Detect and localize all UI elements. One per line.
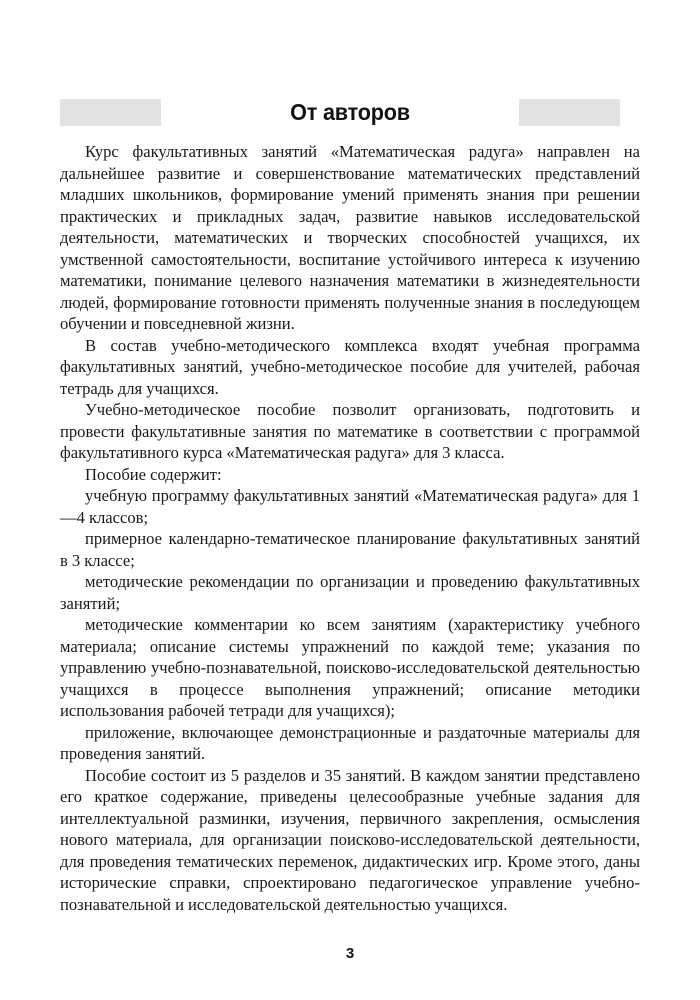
- paragraph-1: Курс факультативных занятий «Математическая радуга» направлен на дальнейшее развитие и совершенствование математических представлений младших школьников, формирование умений применять знания при решении практических и прикладных задач, развитие навыков исследовательской деятельности, математических и творческих способностей учащихся, их умственной самостоятельности, воспитание устойчивого интереса к изучению математики, понимание целевого назначения математики в жизнедеятельности людей, формирование готовности применять полученные знания в последующем обучении и повседневной жизни.: [60, 142, 640, 333]
- paragraph-2: В состав учебно-методического комплекса входят учебная программа факультативных занятий, учебно-методическое пособие для учителей, рабочая тетрадь для учащихся.: [60, 335, 640, 398]
- body-text-column: [60, 141, 640, 915]
- chapter-header: [60, 99, 640, 127]
- paragraph-3: Учебно-методическое пособие позволит организовать, подготовить и провести факультативные занятия по математике в соответствии с программой факультативного курса «Математическая радуга» для 3 класса.: [60, 400, 640, 462]
- list-item-2: примерное календарно-тематическое планирование факультативных занятий в 3 классе;: [60, 529, 640, 570]
- list-item-4: методические комментарии ко всем занятиям (характеристику учебного материала; описание системы упражнений по каждой теме; указания по управлению учебно-познавательной, поисково-исследовательской деятельностью учащихся в процессе выполнения упражнений; описание методики использования рабочей тетради для учащихся);: [60, 615, 640, 720]
- list-item-1: учебную программу факультативных занятий «Математическая радуга» для 1—4 классов;: [60, 486, 640, 527]
- paragraph-closing: Пособие состоит из 5 разделов и 35 занятий. В каждом занятии представлено его краткое содержание, приведены целесообразные учебные задания для интеллектуальной разминки, изучения, первичного закрепления, осмысления нового материала, для организации поисково-исследовательской деятельности, для проведения тематических переменок, дидактических игр. Кроме этого, даны исторические справки, спроектировано педагогическое управление учебно-познавательной и исследовательской деятельностью учащихся.: [60, 765, 640, 914]
- page-title: От авторов: [290, 99, 410, 125]
- list-intro: Пособие содержит:: [85, 464, 222, 484]
- page-number: 3: [345, 945, 355, 962]
- list-item-3: методические рекомендации по организации и проведению факультативных занятий;: [60, 572, 640, 613]
- list-item-5: приложение, включающее демонстрационные и раздаточные материалы для проведения занятий.: [60, 722, 640, 763]
